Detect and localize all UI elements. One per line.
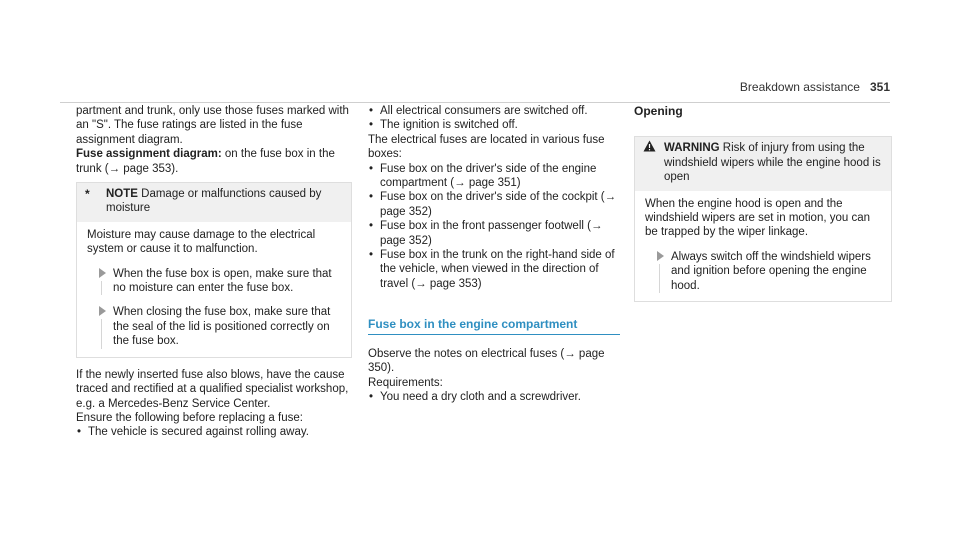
- list-item: • Fuse box on the driver's side of the engine compartment (→ page 351): [368, 162, 620, 191]
- paragraph: Requirements:: [368, 376, 443, 389]
- column-3: [634, 104, 892, 302]
- header-rule: [60, 102, 890, 103]
- warning-body: [635, 191, 891, 301]
- note-box: [76, 182, 352, 358]
- warning-box: [634, 136, 892, 302]
- note-text: Moisture may cause damage to the electrical system or cause it to malfunction.: [87, 228, 316, 256]
- note-title: [106, 187, 343, 216]
- step-line: [101, 281, 102, 296]
- bullet-list: [76, 425, 352, 439]
- step-text: When the fuse box is open, make sure that no moisture can enter the fuse box.: [113, 267, 332, 295]
- warning-header: [635, 137, 891, 190]
- bullet-list: [368, 162, 620, 292]
- step-text: Always switch off the windshield wipers and ignition before opening the engine hood.: [671, 250, 871, 292]
- paragraph: Ensure the following before replacing a fuse:: [76, 411, 303, 424]
- step-line: [101, 319, 102, 348]
- paragraph: partment and trunk, only use those fuses marked with an "S". The fuse ratings are listed in the fuse assignment diagram.: [76, 105, 349, 146]
- note-body: [77, 222, 351, 357]
- warning-step: [645, 250, 881, 293]
- note-label: NOTE: [106, 188, 138, 201]
- term-text: on the fuse box in the trunk (→ page 353).: [76, 148, 335, 175]
- step-line: [659, 264, 660, 293]
- warning-text: When the engine hood is open and the windshield wipers are set in motion, you can be trapped by the wiper linkage.: [645, 197, 871, 239]
- page-number: 351: [869, 80, 890, 94]
- column-2: [368, 104, 620, 404]
- note-step: [87, 267, 341, 296]
- note-header: [77, 183, 351, 222]
- list-item: • All electrical consumers are switched off.: [368, 104, 620, 118]
- column-1: [76, 104, 352, 440]
- note-title-text: Damage or malfunctions caused by moisture: [106, 188, 322, 215]
- bullet-list: [368, 390, 620, 404]
- list-item: • You need a dry cloth and a screwdriver.: [368, 390, 620, 404]
- list-item: • Fuse box in the trunk on the right-hand side of the vehicle, when viewed in the direction of travel (→ page 353): [368, 248, 620, 291]
- list-item: • Fuse box on the driver's side of the cockpit (→ page 352): [368, 190, 620, 219]
- step-arrow-icon: [99, 306, 106, 316]
- step-arrow-icon: [657, 251, 664, 261]
- note-step: [87, 305, 341, 348]
- warning-title-text: Risk of injury from using the windshield wipers while the engine hood is open: [664, 142, 881, 184]
- step-text: When closing the fuse box, make sure that the seal of the lid is positioned correctly on the fuse box.: [113, 306, 331, 348]
- warning-title: [664, 141, 883, 184]
- bullet-list: [368, 104, 620, 133]
- section-title: Breakdown assistance: [739, 80, 860, 94]
- list-item: • The ignition is switched off.: [368, 118, 620, 132]
- paragraph: Observe the notes on electrical fuses (→ page 350).: [368, 347, 605, 375]
- list-item: • Fuse box in the front passenger footwell (→ page 352): [368, 219, 620, 248]
- term-label: Fuse assignment diagram:: [76, 148, 222, 161]
- section-heading: Fuse box in the engine compartment: [368, 317, 620, 334]
- paragraph: The electrical fuses are located in various fuse boxes:: [368, 133, 605, 161]
- list-item: • The vehicle is secured against rolling away.: [76, 425, 352, 439]
- paragraph: If the newly inserted fuse also blows, have the cause traced and rectified at a qualified specialist workshop, e.g. a Mercedes-Benz Service Center.: [76, 368, 349, 410]
- step-arrow-icon: [99, 268, 106, 278]
- warning-label: WARNING: [664, 142, 720, 155]
- note-icon: *: [85, 187, 90, 202]
- running-header: [740, 80, 890, 94]
- paragraph-fuse-assignment: [76, 147, 352, 176]
- warning-triangle-icon: [643, 140, 656, 156]
- section-heading: Opening: [634, 104, 683, 118]
